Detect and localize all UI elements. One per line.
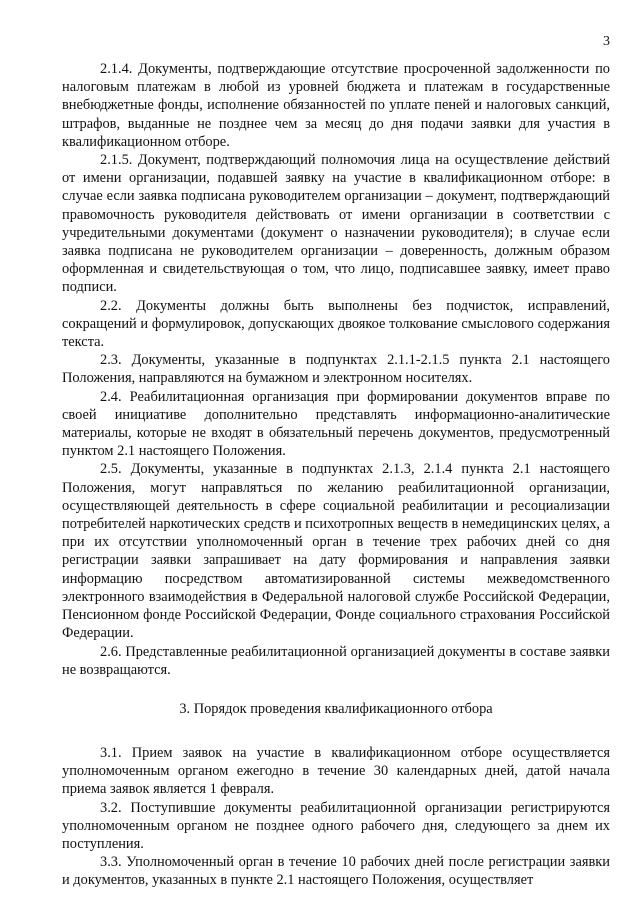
paragraph-3-1: 3.1. Прием заявок на участие в квалификационном отборе осуществляется уполномоченным органом ежегодно в течение 30 календарных дней, датой начала приема заявок является 1 февраля. bbox=[62, 744, 610, 798]
paragraph-3-3: 3.3. Уполномоченный орган в течение 10 рабочих дней после регистрации заявки и документов, указанных в пункте 2.1 настоящего Положения, осуществляет bbox=[62, 854, 610, 889]
paragraph-2-4: 2.4. Реабилитационная организация при формировании документов вправе по своей инициативе дополнительно представлять информационно-аналитические материалы, которые не входят в обязательный перечень документов, предусмотренный пунктом 2.1 настоящего Положения. bbox=[62, 388, 610, 460]
section-heading: 3. Порядок проведения квалификационного отбора bbox=[179, 700, 493, 717]
paragraph-2-6: 2.6. Представленные реабилитационной организацией документы в составе заявки не возвращаются. bbox=[62, 643, 610, 678]
paragraph-2-5: 2.5. Документы, указанные в подпунктах 2.1.3, 2.1.4 пункта 2.1 настоящего Положения, могут направляться по желанию реабилитационной организации, осуществляющей деятельность в сфере социальной реабилитации и ресоциализации потребителей наркотических средств и психотропных веществ в немедицинских целях, а при их отсутствии уполномоченный орган в течение трех рабочих дней со дня регистрации заявки запрашивает на дату формирования и направления заявки информацию посредством автоматизированной системы межведомственного электронного взаимодействия в Федеральной налоговой службе Российской Федерации, Пенсионном фонде Российской Федерации, Фонде социального страхования Российской Федерации. bbox=[62, 461, 610, 642]
paragraph-2-1-4: 2.1.4. Документы, подтверждающие отсутствие просроченной задолженности по налоговым платежам в любой из уровней бюджета и платежам в государственные внебюджетные фонды, исполнение обязанностей по уплате пеней и налоговых санкций, штрафов, выданные не позднее чем за месяц до дня подачи заявки для участия в квалификационном отборе. bbox=[62, 61, 610, 150]
paragraph-3-2: 3.2. Поступившие документы реабилитационной организации регистрируются уполномоченным органом не позднее одного рабочего дня, следующего за днем их поступления. bbox=[62, 799, 610, 852]
document-body bbox=[62, 60, 610, 890]
paragraph-2-2: 2.2. Документы должны быть выполнены без подчисток, исправлений, сокращений и формулировок, допускающих двоякое толкование смыслового содержания текста. bbox=[62, 297, 610, 351]
page-number: 3 bbox=[603, 34, 610, 49]
paragraph-2-1-5: 2.1.5. Документ, подтверждающий полномочия лица на осуществление действий от имени организации, подавшей заявку на участие в квалификационном отборе: в случае если заявка подписана руководителем организации – документ, подтверждающий правомочность руководителя действовать от имени организации в соответствии с учредительными документами (документ о назначении руководителя); в случае если заявка подписана не руководителем организации – доверенность, должным образом оформленная и свидетельствующая о том, что лицо, подписавшее заявку, имеет право подписи. bbox=[62, 152, 610, 296]
paragraph-2-3: 2.3. Документы, указанные в подпунктах 2.1.1-2.1.5 пункта 2.1 настоящего Положения, направляются на бумажном и электронном носителях. bbox=[62, 352, 610, 387]
